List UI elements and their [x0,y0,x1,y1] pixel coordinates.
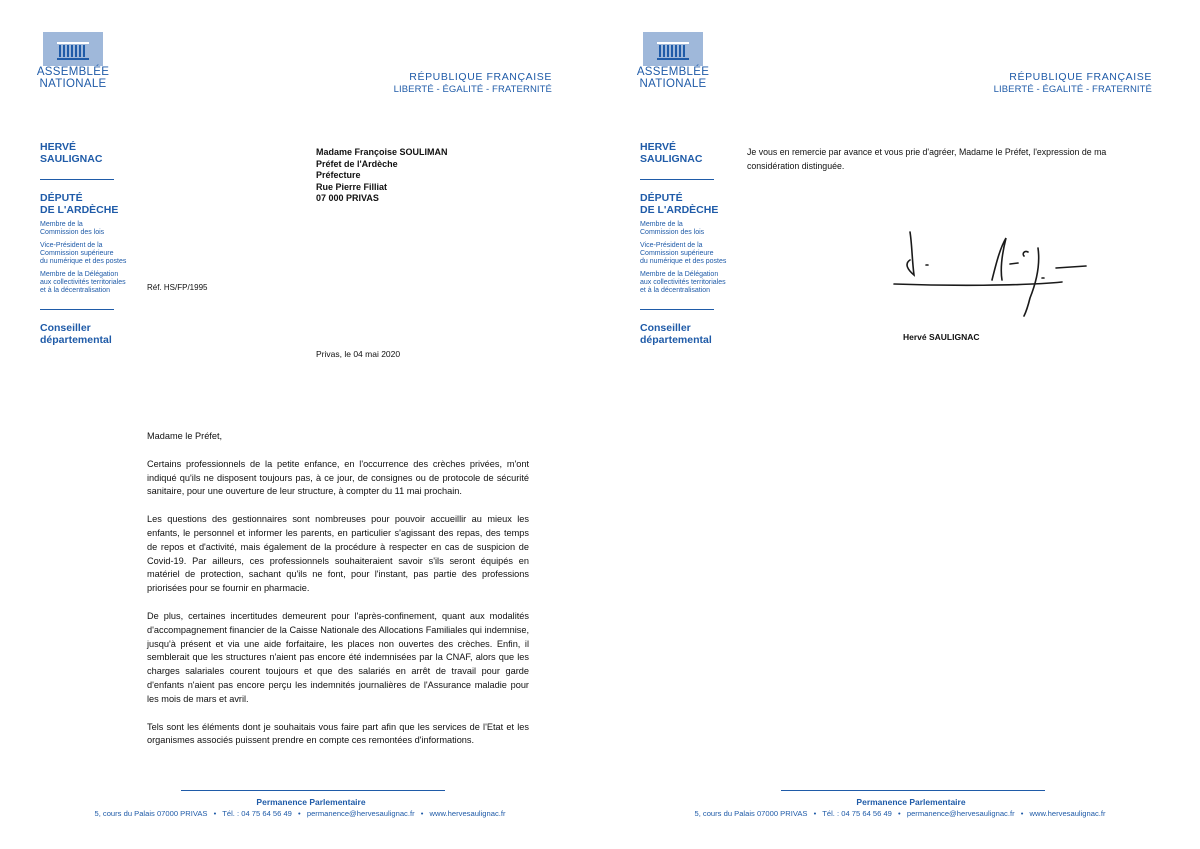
role-line: du numérique et des postes [40,258,127,265]
role-line: Membre de la [40,221,83,228]
sender-title-line: DÉPUTÉ [40,192,83,204]
paragraph: Certains professionnels de la petite enfance, en l'occurrence des crèches privées, m'ont indiqué qu'ils ne disposent toujours pas, à ce jour, de consignes ou de protocole de sécurité sanitaire, pour une ouverture de leur structure, à compter du 11 mai prochain. [147,458,529,497]
role-line: et à la décentralisation [640,287,711,294]
footer-separator: • [1020,809,1024,818]
role-line: Membre de la [640,221,683,228]
hemicycle-icon [43,32,103,66]
role-line: Commission des lois [40,229,105,236]
footer-separator: • [898,809,901,818]
role-line: aux collectivités territoriales [40,279,126,286]
role-line: Vice-Président de la [40,242,103,249]
signer-name: Hervé SAULIGNAC [903,332,980,342]
footer-email[interactable]: permanence@hervesaulignac.fr [906,809,1015,818]
sender-name-line: HERVÉ [40,141,76,153]
recipient-line: 07 000 PRIVAS [316,193,379,203]
recipient-address [316,147,448,205]
reference: Réf. HS/FP/1995 [147,283,208,292]
footer-divider [181,790,445,791]
role-line: et à la décentralisation [40,287,111,294]
salutation: Madame le Préfet, [147,431,223,441]
hemicycle-icon [643,32,703,66]
sender-sidebar [40,142,150,346]
republique-header [394,71,552,96]
sender-office-line: départemental [640,334,712,346]
role-2 [640,242,750,266]
role-1 [640,221,750,237]
recipient-line: Rue Pierre Filliat [316,181,388,192]
sender-title [40,192,150,216]
assemblee-logo [636,32,710,90]
footer [600,790,1200,819]
role-line: du numérique et des postes [640,258,727,265]
letter-date: Privas, le 04 mai 2020 [316,349,401,359]
closing-formula: Je vous en remercie par avance et vous prie d'agréer, Madame le Préfet, l'expression de ma considération distinguée. [747,147,1107,171]
footer-address: 5, cours du Palais 07000 PRIVAS [94,809,208,818]
devise: LIBERTÉ - ÉGALITÉ - FRATERNITÉ [393,84,552,95]
divider [40,309,114,310]
republique-title: RÉPUBLIQUE FRANÇAISE [1009,71,1152,83]
sender-title-line: DE L'ARDÈCHE [40,204,119,216]
footer-tel: Tél. : 04 75 64 56 49 [222,809,292,818]
footer-separator: • [813,809,817,818]
recipient-line: Préfet de l'Ardèche [316,158,398,169]
footer-tel: Tél. : 04 75 64 56 49 [822,809,892,818]
recipient-line: Préfecture [316,170,361,180]
sender-name [40,142,150,165]
role-2 [40,242,150,266]
footer-separator: • [420,809,424,818]
footer-web[interactable]: www.hervesaulignac.fr [1029,809,1106,818]
sender-name [640,142,750,165]
handwritten-signature [890,220,1100,325]
republique-header [994,71,1152,96]
logo-line-1: ASSEMBLÉE [636,66,710,78]
sender-title-line: DÉPUTÉ [640,192,683,204]
role-line: Commission supérieure [40,250,114,257]
sender-office-line: Conseiller [40,322,91,334]
footer-contact [0,808,600,819]
footer-divider [781,790,1045,791]
footer-separator: • [213,809,217,818]
role-line: Commission supérieure [640,250,714,257]
footer-separator: • [298,809,301,818]
role-line: Membre de la Délégation [40,271,119,278]
logo-line-2: NATIONALE [639,78,707,90]
signature-drawing [890,220,1100,320]
sender-sidebar [640,142,750,346]
footer-email[interactable]: permanence@hervesaulignac.fr [306,809,415,818]
role-line: Commission des lois [640,229,705,236]
role-line: Membre de la Délégation [640,271,719,278]
sender-office [40,322,150,346]
recipient-line: Madame Françoise SOULIMAN [316,147,448,157]
letter-page-2 [600,0,1200,849]
sender-name-line: SAULIGNAC [640,152,703,165]
footer [0,790,600,819]
sender-name-line: HERVÉ [640,141,676,153]
sender-name-line: SAULIGNAC [40,152,103,165]
role-1 [40,221,150,237]
logo-line-2: NATIONALE [39,78,107,90]
sender-office [640,322,750,346]
divider [640,179,714,180]
paragraph: Tels sont les éléments dont je souhaitais vous faire part afin que les services de l'Etat et les organismes associés puissent prendre en compte ces remontées d'informations. [147,721,529,746]
paragraph: De plus, certaines incertitudes demeurent pour l'après-confinement, quant aux modalités d'accompagnement financier de la Caisse Nationale des Allocations Familiales qui indemnise, jusqu'à présent et via une aide forfaitaire, les places non ouvertes des crèches. Enfin, il semblerait que les structures n'aient pas encore été indemnisées par la CNAF, alors que les charges salariales courent toujours et que des salariés en arrêt de travail pour garde d'enfants n'aient pas encore perçu les indemnités journalières de l'Assurance maladie pour les mois de mars et avril. [147,610,529,704]
sender-office-line: départemental [40,334,112,346]
sender-title-line: DE L'ARDÈCHE [640,204,719,216]
logo-line-1: ASSEMBLÉE [36,66,110,78]
divider [40,179,114,180]
divider [640,309,714,310]
role-3 [640,271,750,295]
role-3 [40,271,150,295]
paragraph: Les questions des gestionnaires sont nombreuses pour pouvoir accueillir au mieux les enfants, le personnel et informer les parents, en particulier s'agissant des repas, des temps de repos et d'activité, mais également de la procédure à respecter en cas de suspicion de Covid-19. Par ailleurs, ces professionnels souhaiteraient savoir s'ils seront équipés en matériel de protection, sachant qu'ils ne font, pour l'instant, pas partie des professions priorisées pour se fournir en pharmacie. [147,514,529,594]
footer-contact [600,808,1200,819]
sender-title [640,192,750,216]
footer-web[interactable]: www.hervesaulignac.fr [429,809,506,818]
republique-title: RÉPUBLIQUE FRANÇAISE [409,71,552,83]
role-line: Vice-Président de la [640,242,703,249]
role-line: aux collectivités territoriales [640,279,726,286]
footer-address: 5, cours du Palais 07000 PRIVAS [694,809,808,818]
footer-title: Permanence Parlementaire [856,797,966,807]
letter-body [147,430,529,762]
sender-office-line: Conseiller [640,322,691,334]
devise: LIBERTÉ - ÉGALITÉ - FRATERNITÉ [993,84,1152,95]
footer-title: Permanence Parlementaire [256,797,366,807]
assemblee-logo [36,32,110,90]
